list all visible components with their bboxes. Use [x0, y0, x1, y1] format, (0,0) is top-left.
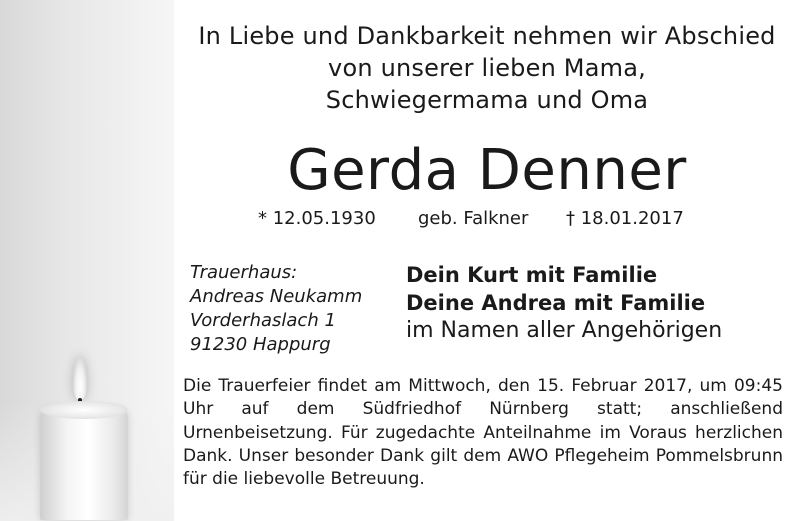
address-city: 91230 Happurg — [190, 334, 331, 355]
candle-top-icon — [40, 401, 128, 419]
header-line-3: Schwiegermama und Oma — [325, 86, 649, 114]
family-line-3: im Namen aller Angehörigen — [406, 318, 723, 343]
mourning-house-address — [190, 261, 390, 357]
header-line-2: von unserer lieben Mama, — [328, 54, 646, 82]
address-street: Vorderhaslach 1 — [190, 310, 336, 331]
death-date: † 18.01.2017 — [566, 208, 684, 229]
family-signature — [406, 261, 800, 345]
maiden-name: geb. Falkner — [418, 208, 529, 229]
birth-date: * 12.05.1930 — [258, 208, 376, 229]
funeral-notice-text: Die Trauerfeier findet am Mittwoch, den 15. Februar 2017, um 09:45 Uhr auf dem Südfriedhof Nürnberg statt; anschließend Urnenbeisetzung. Für zugedachte Anteilnahme im Voraus herzlichen Dank. Unser besonder Dank gilt dem AWO Pflegeheim Pommelsbrunn für die liebevolle Betreuung. — [183, 376, 783, 490]
family-line-2: Deine Andrea mit Familie — [406, 291, 706, 315]
address-name: Andreas Neukamm — [190, 286, 363, 307]
header-line-1: In Liebe und Dankbarkeit nehmen wir Abschied — [198, 22, 776, 50]
family-line-1: Dein Kurt mit Familie — [406, 263, 658, 287]
deceased-name: Gerda Denner — [287, 138, 687, 203]
candle-icon — [40, 408, 128, 520]
address-label: Trauerhaus: — [190, 262, 298, 283]
